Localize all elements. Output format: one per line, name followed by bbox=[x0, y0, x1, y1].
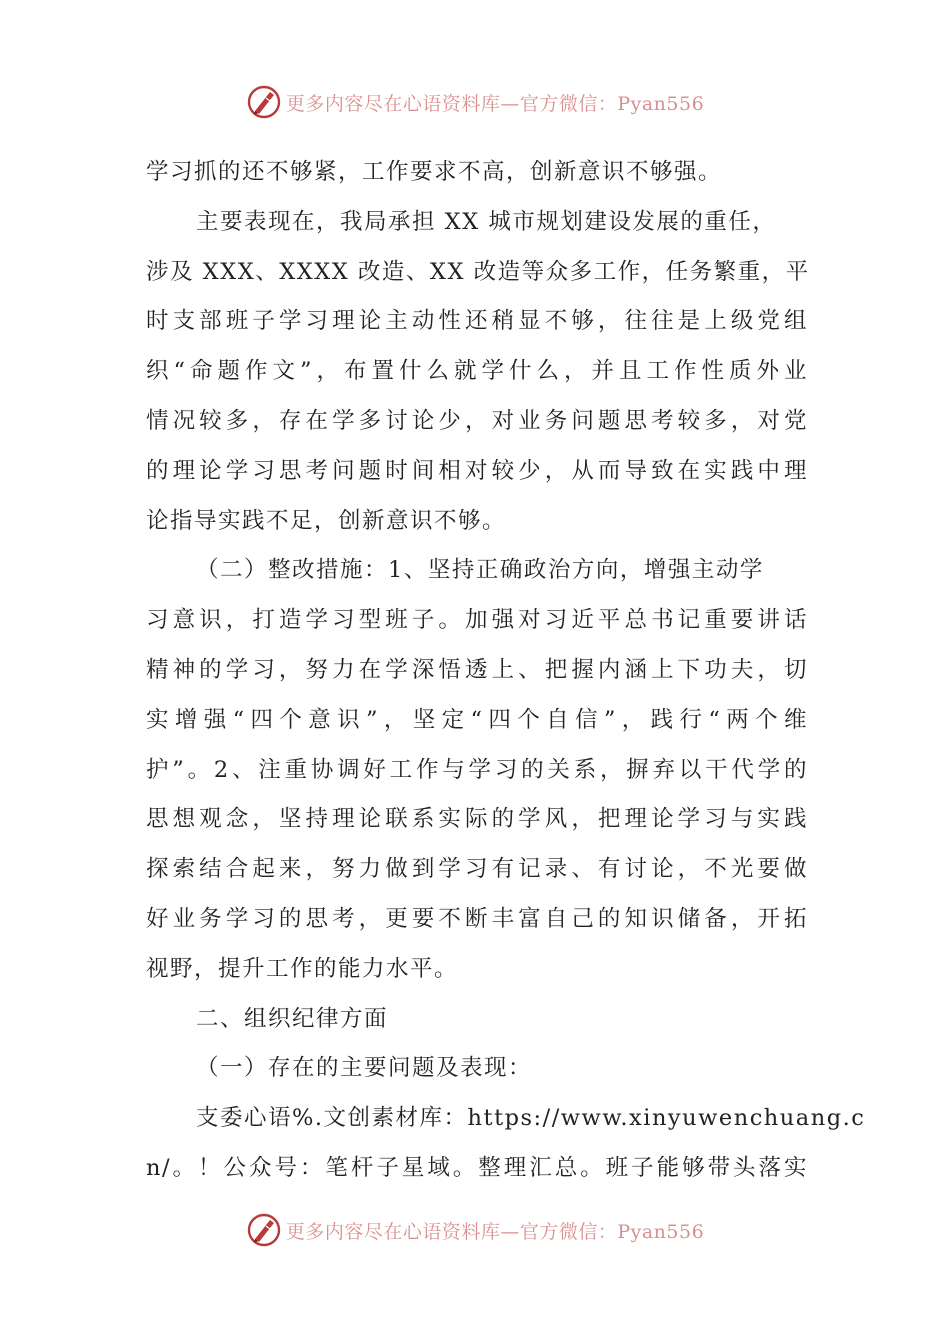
footer-watermark bbox=[0, 1210, 950, 1250]
paragraph-line: 学习抓的还不够紧，工作要求不高，创新意识不够强。 bbox=[146, 159, 723, 185]
subsection-heading: （一）存在的主要问题及表现： bbox=[196, 1055, 533, 1082]
paragraph-line: 涉及 XXX、XXXX 改造、XX 改造等众多工作，任务繁重，平 bbox=[146, 258, 810, 285]
paragraph-line: 习意识，打造学习型班子。加强对习近平总书记重要讲话 bbox=[146, 607, 808, 634]
paragraph-line: 好业务学习的思考，更要不断丰富自己的知识储备，开拓 bbox=[146, 905, 808, 932]
section-heading: 二、组织纪律方面 bbox=[196, 1005, 389, 1032]
paragraph-line: 探索结合起来，努力做到学习有记录、有讨论，不光要做 bbox=[146, 856, 808, 883]
paragraph-line: 精神的学习，努力在学深悟透上、把握内涵上下功夫，切 bbox=[146, 656, 808, 683]
watermark-text: 更多内容尽在心语资料库—官方微信：Pyan556 bbox=[285, 92, 705, 115]
paragraph-line: 实增强“四个意识”，坚定“四个自信”，践行“两个维 bbox=[146, 706, 808, 733]
paragraph-line: 情况较多，存在学多讨论少，对业务问题思考较多，对党 bbox=[146, 407, 808, 434]
paragraph-line: 支委心语%.文创素材库：https://www.xinyuwenchuang.c bbox=[196, 1105, 866, 1132]
paragraph-line: 的理论学习思考问题时间相对较少，从而导致在实践中理 bbox=[146, 457, 808, 484]
header-watermark bbox=[0, 82, 950, 122]
pen-logo-icon bbox=[246, 84, 282, 120]
document-body bbox=[146, 148, 866, 1194]
paragraph-line: n/。！公众号：笔杆子星域。整理汇总。班子能够带头落实 bbox=[146, 1154, 808, 1181]
pen-logo-icon bbox=[246, 1212, 282, 1248]
watermark-text: 更多内容尽在心语资料库—官方微信：Pyan556 bbox=[285, 1220, 705, 1243]
paragraph-line: 织“命题作文”，布置什么就学什么，并且工作性质外业 bbox=[146, 358, 808, 385]
paragraph-line: 论指导实践不足，创新意识不够。 bbox=[146, 507, 507, 534]
paragraph-line: 主要表现在，我局承担 XX 城市规划建设发展的重任， bbox=[196, 208, 777, 235]
paragraph-line: 思想观念，坚持理论联系实际的学风，把理论学习与实践 bbox=[146, 806, 808, 833]
paragraph-line: （二）整改措施：1、坚持正确政治方向，增强主动学 bbox=[196, 557, 764, 584]
paragraph-line: 视野，提升工作的能力水平。 bbox=[146, 955, 459, 982]
paragraph-line: 护”。2、注重协调好工作与学习的关系，摒弃以干代学的 bbox=[146, 756, 808, 783]
paragraph-line: 时支部班子学习理论主动性还稍显不够，往往是上级党组 bbox=[146, 308, 808, 335]
